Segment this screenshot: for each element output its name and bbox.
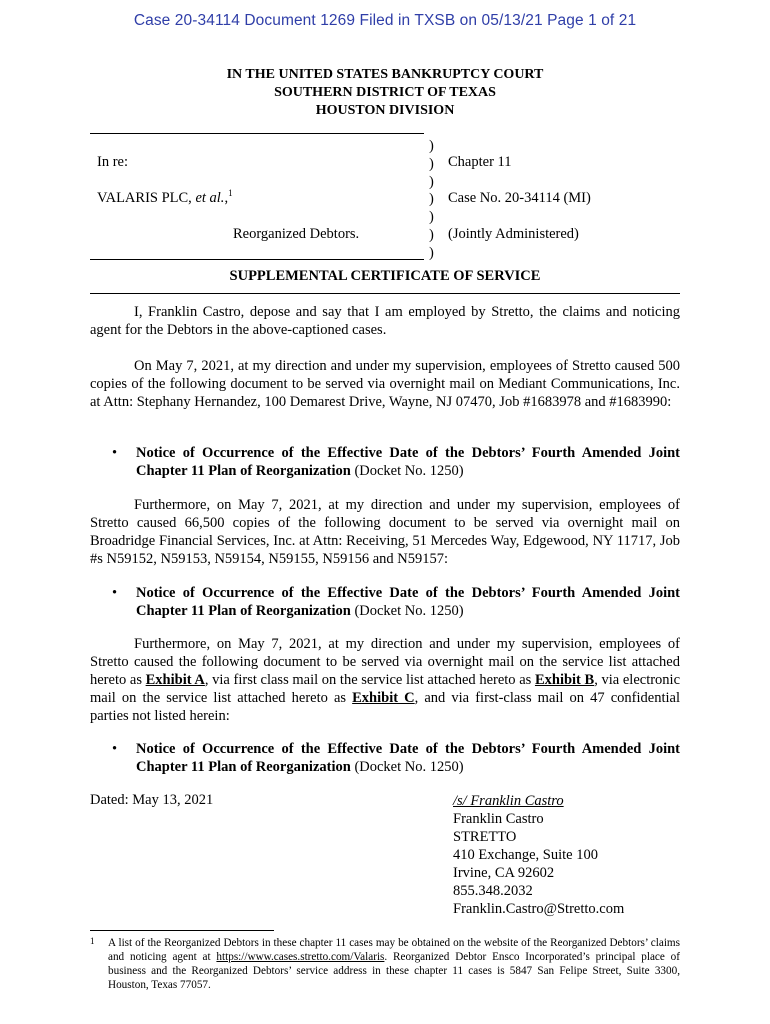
p4-text-a: Furthermore, on May 7, 2021, at my direction and under my supervision, employees of Stretto caused the following document to be served via overnight mail on the service list attached hereto as bbox=[90, 636, 680, 688]
bullet-document-title: Notice of Occurrence of the Effective Date of the Debtors’ Fourth Amended Joint Chapter 11 Plan of Reorganization bbox=[136, 741, 680, 775]
document-title: SUPPLEMENTAL CERTIFICATE OF SERVICE bbox=[229, 268, 541, 284]
paragraph-3: Furthermore, on May 7, 2021, at my direction and under my supervision, employees of Stretto caused 66,500 copies of the following document to be served via overnight mail on Broadridge Financial Services, Inc. at Attn: Receiving, 51 Mercedes Way, Edgewood, NY 11717, Job #s N59152, N59153, N59154, N59155, N59156 and N59157: bbox=[90, 497, 680, 567]
paragraph-4 bbox=[90, 635, 680, 725]
bullet-document-title: Notice of Occurrence of the Effective Date of the Debtors’ Fourth Amended Joint Chapter 11 Plan of Reorganization bbox=[136, 585, 680, 619]
signer-phone: 855.348.2032 bbox=[453, 883, 533, 899]
footnote-ref: 1 bbox=[228, 188, 233, 199]
court-heading bbox=[0, 66, 770, 120]
p4-text-b: , via first class mail on the service list attached hereto as bbox=[204, 672, 535, 688]
court-line-1: IN THE UNITED STATES BANKRUPTCY COURT bbox=[226, 67, 544, 82]
dated-line: Dated: May 13, 2021 bbox=[90, 792, 214, 808]
debtor-etal: et al. bbox=[195, 190, 225, 206]
court-line-2: SOUTHERN DISTRICT OF TEXAS bbox=[274, 85, 496, 100]
bullet-docket: (Docket No. 1250) bbox=[350, 603, 464, 619]
bullet-symbol: • bbox=[112, 585, 118, 601]
bullet-symbol: • bbox=[112, 445, 118, 461]
exhibit-b: Exhibit B bbox=[534, 672, 595, 688]
signer-company: STRETTO bbox=[453, 829, 517, 845]
signer-address-2: Irvine, CA 92602 bbox=[453, 865, 555, 881]
footnote-text-b: . Reorganized Debtor Ensco Incorporated’s principal place of business and the Reorganized Debtors’ service address in these chapter 11 cases is 5847 San Felipe Street, Suite 3300, Houston, Texas 77057. bbox=[108, 951, 681, 991]
debtor-name: VALARIS PLC, bbox=[97, 190, 192, 206]
caption-chapter: Chapter 11 bbox=[448, 154, 512, 170]
caption-in-re: In re: bbox=[97, 154, 128, 170]
signature-block bbox=[453, 792, 624, 918]
bullet-item-3 bbox=[112, 740, 680, 776]
footnote bbox=[90, 936, 680, 992]
court-line-3: HOUSTON DIVISION bbox=[315, 103, 455, 118]
footnote-text-a: A list of the Reorganized Debtors in these chapter 11 cases may be obtained on the website of the Reorganized Debtors’ claims and noticing agent at bbox=[108, 937, 680, 963]
signature-line: /s/ Franklin Castro bbox=[453, 793, 564, 809]
caption-jointly-administered: (Jointly Administered) bbox=[448, 226, 579, 242]
caption-bottom-rule bbox=[90, 259, 424, 260]
title-rule bbox=[90, 293, 680, 294]
bullet-document-title: Notice of Occurrence of the Effective Date of the Debtors’ Fourth Amended Joint Chapter 11 Plan of Reorganization bbox=[136, 445, 680, 479]
footnote-number: 1 bbox=[90, 936, 95, 946]
bullet-item-1 bbox=[112, 444, 680, 480]
exhibit-c: Exhibit C bbox=[352, 690, 415, 706]
p4-text-d: , and via first-class mail on 47 confidential parties not listed herein: bbox=[90, 690, 680, 724]
caption-debtor-role: Reorganized Debtors. bbox=[233, 226, 360, 242]
footnote-link[interactable]: https://www.cases.stretto.com/Valaris bbox=[216, 951, 385, 963]
paragraph-1: I, Franklin Castro, depose and say that I am employed by Stretto, the claims and noticing agent for the Debtors in the above-captioned cases. bbox=[90, 304, 680, 338]
filing-header-stamp: Case 20-34114 Document 1269 Filed in TXSB on 05/13/21 Page 1 of 21 bbox=[133, 12, 637, 29]
bullet-docket: (Docket No. 1250) bbox=[350, 759, 464, 775]
paragraph-2: On May 7, 2021, at my direction and under my supervision, employees of Stretto caused 500 copies of the following document to be served via overnight mail on Mediant Communications, Inc. at Attn: Stephany Hernandez, 100 Demarest Drive, Wayne, NJ 07470, Job #1683978 and #1683990: bbox=[90, 358, 680, 410]
caption-parentheses: ) ) ) ) ) ) ) bbox=[429, 138, 434, 261]
p4-text-c: , via electronic mail on the service list attached hereto as bbox=[90, 672, 681, 706]
signer-name: Franklin Castro bbox=[453, 811, 544, 827]
signer-email: Franklin.Castro@Stretto.com bbox=[453, 901, 625, 917]
caption-debtor bbox=[97, 189, 233, 207]
caption-top-rule bbox=[90, 133, 424, 134]
footnote-separator bbox=[90, 930, 274, 931]
bullet-symbol: • bbox=[112, 741, 118, 757]
caption-case-number: Case No. 20-34114 (MI) bbox=[448, 190, 591, 206]
debtor-suffix: , bbox=[224, 190, 229, 206]
bullet-item-2 bbox=[112, 584, 680, 620]
exhibit-a: Exhibit A bbox=[145, 672, 205, 688]
bullet-docket: (Docket No. 1250) bbox=[350, 463, 464, 479]
signer-address-1: 410 Exchange, Suite 100 bbox=[453, 847, 598, 863]
